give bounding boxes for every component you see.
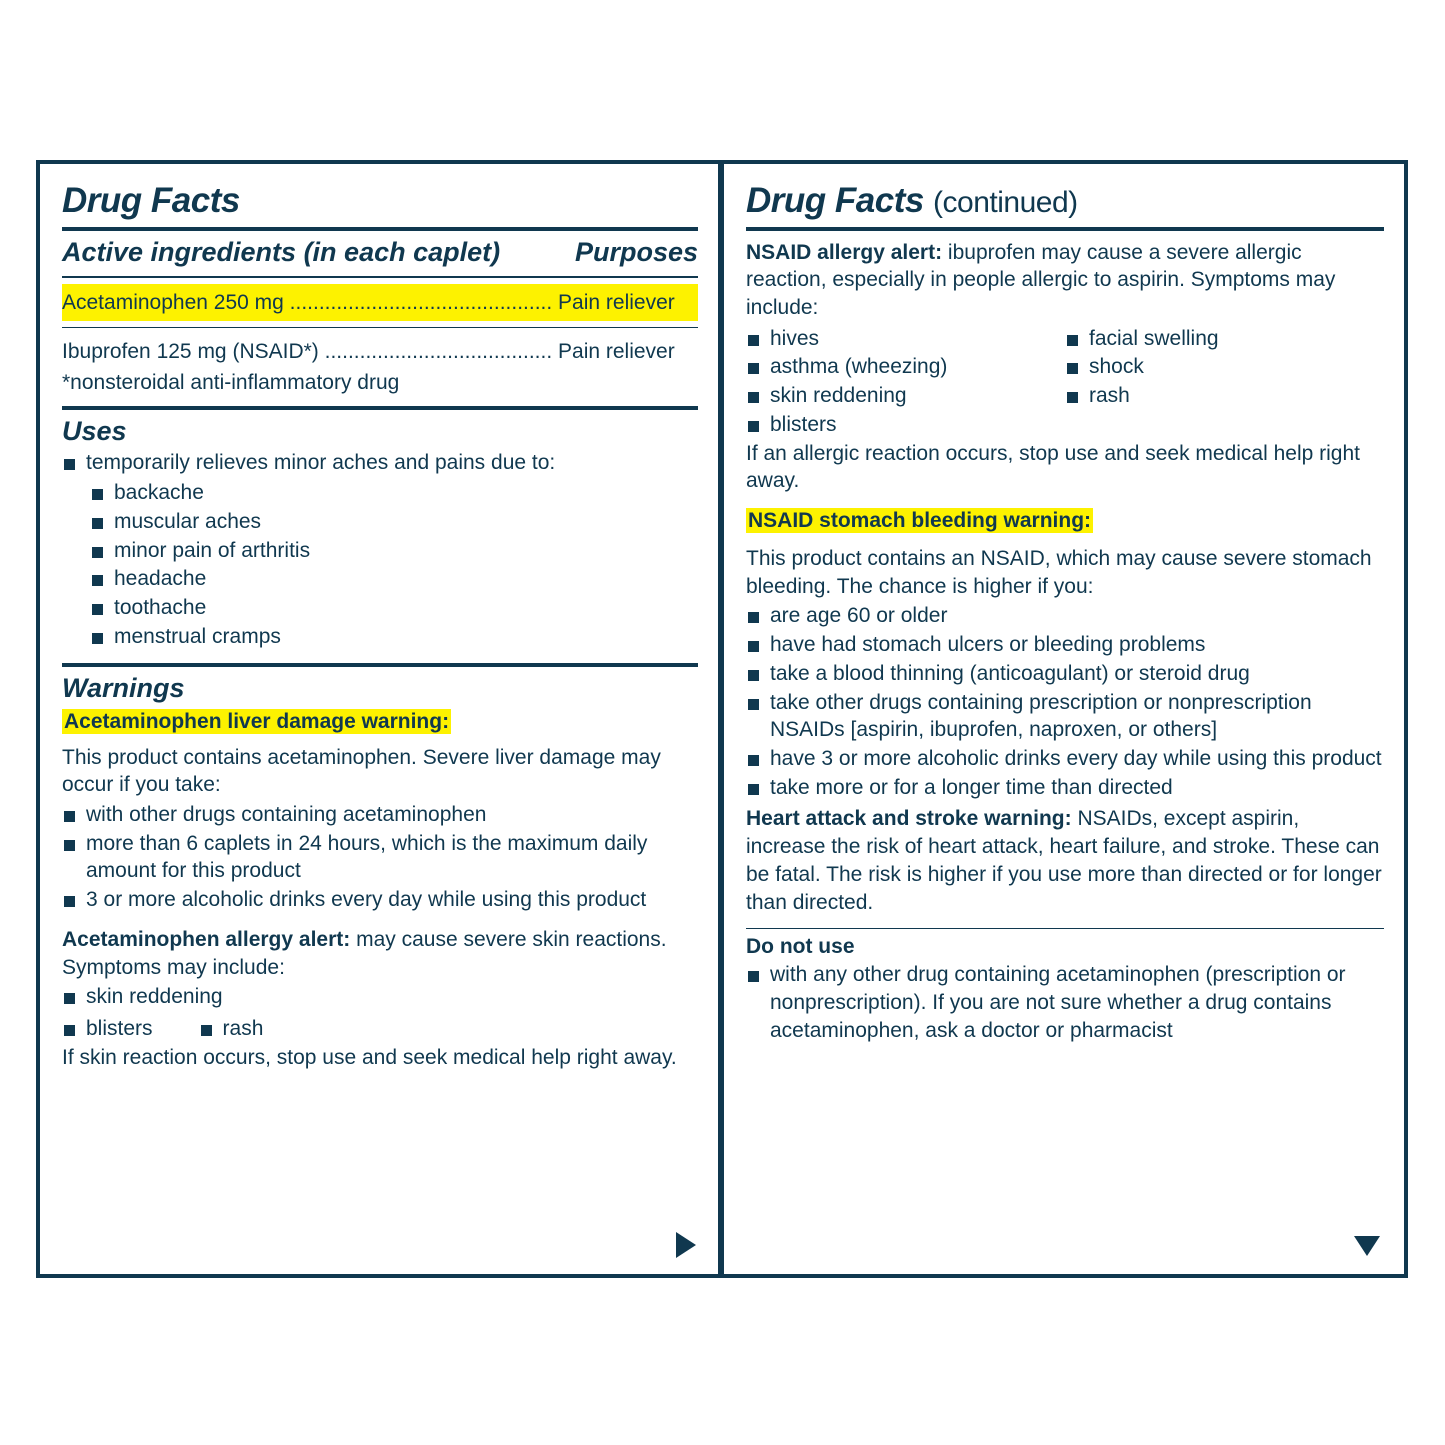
allergy-symptom-list-col1 bbox=[62, 1014, 153, 1044]
divider bbox=[62, 406, 698, 410]
list-item: minor pain of arthritis bbox=[90, 537, 698, 565]
right-panel-title: Drug Facts (continued) bbox=[746, 181, 1078, 220]
uses-heading: Uses bbox=[62, 416, 127, 447]
list-item: more than 6 caplets in 24 hours, which is the maximum daily amount for this product bbox=[62, 830, 698, 885]
allergy-alert-label: Acetaminophen allergy alert: bbox=[62, 927, 351, 951]
divider bbox=[746, 227, 1384, 231]
list-item: hives bbox=[746, 325, 1065, 353]
list-item: take more or for a longer time than directed bbox=[746, 774, 1384, 802]
divider bbox=[62, 276, 698, 278]
liver-warning-list bbox=[62, 801, 698, 914]
do-not-use-heading: Do not use bbox=[746, 935, 855, 959]
list-item: skin reddening bbox=[746, 382, 1065, 410]
arrow-right-icon bbox=[676, 1232, 696, 1258]
nsaid-allergy-symptoms bbox=[746, 322, 1384, 440]
allergy-alert-text: may cause severe skin reactions. Symptoms may include: bbox=[62, 927, 667, 979]
uses-sublist bbox=[90, 479, 698, 650]
nsaid-allergy-label: NSAID allergy alert: bbox=[746, 240, 943, 264]
list-item: asthma (wheezing) bbox=[746, 353, 1065, 381]
list-item: facial swelling bbox=[1065, 325, 1384, 353]
nsaid-allergy-closing: If an allergic reaction occurs, stop use and seek medical help right away. bbox=[746, 441, 1360, 493]
list-item: toothache bbox=[90, 594, 698, 622]
heart-attack-stroke-warning bbox=[746, 805, 1384, 916]
allergy-closing-text: If skin reaction occurs, stop use and seek medical help right away. bbox=[62, 1045, 677, 1069]
continued-label: (continued) bbox=[933, 186, 1078, 219]
nsaid-allergy-alert bbox=[746, 239, 1384, 322]
panels-container bbox=[36, 160, 1408, 1278]
list-item: shock bbox=[1065, 353, 1384, 381]
allergy-symptom-list-col2 bbox=[199, 1014, 264, 1044]
list-item: with any other drug containing acetaminophen (prescription or nonprescription). If you are not sure whether a drug contains acetaminophen, ask a doctor or pharmacist bbox=[746, 961, 1384, 1044]
list-item: take a blood thinning (anticoagulant) or steroid drug bbox=[746, 660, 1384, 688]
list-item: muscular aches bbox=[90, 508, 698, 536]
list-item: 3 or more alcoholic drinks every day while using this product bbox=[62, 886, 698, 914]
active-ingredients-heading: Active ingredients (in each caplet) bbox=[62, 236, 501, 267]
allergy-symptom-list-row bbox=[62, 1012, 698, 1044]
allergy-symptom-list bbox=[62, 983, 698, 1011]
list-item: skin reddening bbox=[62, 983, 698, 1011]
list-item: headache bbox=[90, 565, 698, 593]
divider bbox=[62, 327, 698, 328]
arrow-down-icon bbox=[1354, 1236, 1380, 1256]
nsaid-allergy-text: ibuprofen may cause a severe allergic reaction, especially in people allergic to aspirin. Symptoms may include: bbox=[746, 240, 1336, 319]
list-item: temporarily relieves minor aches and pains due to: bbox=[62, 449, 698, 477]
nsaid-footnote: *nonsteroidal anti-inflammatory drug bbox=[62, 371, 400, 395]
stomach-warning-list bbox=[746, 602, 1384, 801]
heart-warning-text: NSAIDs, except aspirin, increase the risk of heart attack, heart failure, and stroke. These can be fatal. The risk is higher if you use more than directed or for longer than directed. bbox=[746, 807, 1382, 914]
list-item: rash bbox=[199, 1015, 264, 1043]
left-panel bbox=[36, 160, 722, 1278]
heart-warning-label: Heart attack and stroke warning: bbox=[746, 807, 1072, 831]
list-item: menstrual cramps bbox=[90, 623, 698, 651]
list-item: blisters bbox=[62, 1015, 153, 1043]
nsaid-allergy-symptoms-col2 bbox=[1065, 324, 1384, 440]
list-item: backache bbox=[90, 479, 698, 507]
uses-list bbox=[62, 449, 698, 477]
stomach-bleeding-warning-label: NSAID stomach bleeding warning: bbox=[748, 508, 1092, 532]
list-item: blisters bbox=[746, 411, 1065, 439]
ingredient-row-ibuprofen: Ibuprofen 125 mg (NSAID*) ....................................... Pain reliever bbox=[62, 339, 675, 363]
list-item: are age 60 or older bbox=[746, 602, 1384, 630]
acetaminophen-allergy-alert bbox=[62, 926, 698, 981]
right-panel bbox=[722, 160, 1408, 1278]
divider bbox=[62, 663, 698, 667]
nsaid-allergy-symptoms-col1 bbox=[746, 324, 1065, 440]
purposes-heading: Purposes bbox=[574, 236, 698, 267]
list-item: take other drugs containing prescription or nonprescription NSAIDs [aspirin, ibuprofen, naproxen, or others] bbox=[746, 689, 1384, 744]
list-item: rash bbox=[1065, 382, 1384, 410]
active-ingredients-header bbox=[62, 237, 698, 268]
divider bbox=[62, 227, 698, 231]
divider bbox=[746, 928, 1384, 929]
left-panel-title: Drug Facts bbox=[62, 181, 240, 220]
do-not-use-list bbox=[746, 961, 1384, 1044]
list-item: have had stomach ulcers or bleeding problems bbox=[746, 631, 1384, 659]
ingredient-row-acetaminophen: Acetaminophen 250 mg ............................................. Pain reliever bbox=[62, 284, 698, 321]
stomach-warning-intro: This product contains an NSAID, which may cause severe stomach bleeding. The chance is higher if you: bbox=[746, 546, 1372, 598]
warnings-heading: Warnings bbox=[62, 672, 185, 703]
liver-damage-warning-label: Acetaminophen liver damage warning: bbox=[64, 709, 450, 733]
liver-warning-intro: This product contains acetaminophen. Severe liver damage may occur if you take: bbox=[62, 745, 661, 797]
list-item: with other drugs containing acetaminophen bbox=[62, 801, 698, 829]
list-item: have 3 or more alcoholic drinks every day while using this product bbox=[746, 745, 1384, 773]
